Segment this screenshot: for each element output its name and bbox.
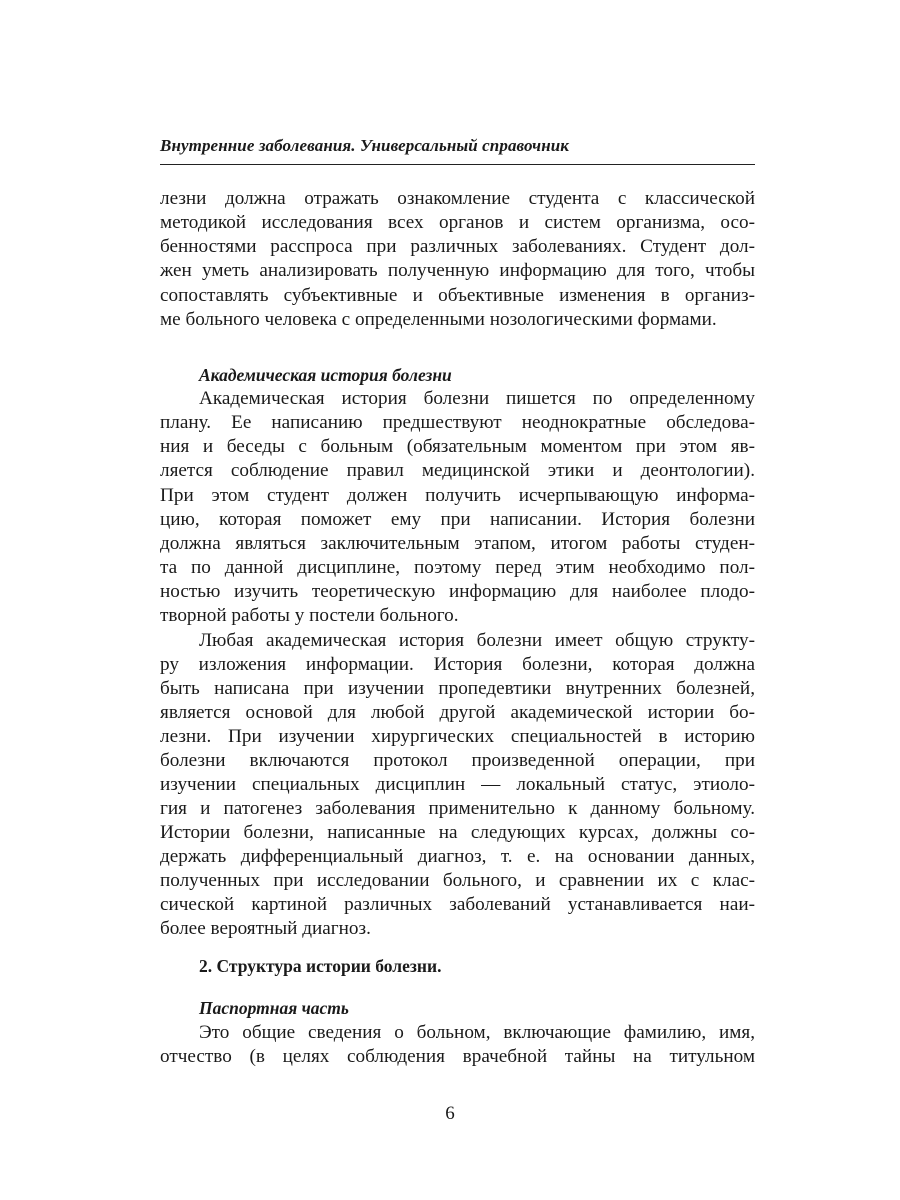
text-line: Академическая история болезни пишется по определенному: [199, 388, 755, 409]
text-line: более вероятный диагноз.: [160, 918, 371, 939]
text-line: творной работы у постели больного.: [160, 605, 459, 626]
text-line: является основой для любой другой академической истории бо-: [160, 702, 755, 723]
text-line: держать дифференциальный диагноз, т. е. на основании данных,: [160, 846, 755, 867]
text-line: плану. Ее написанию предшествуют неоднократные обследова-: [160, 412, 755, 433]
text-line: отчество (в целях соблюдения врачебной тайны на титульном: [160, 1046, 755, 1067]
text-line: ме больного человека с определенными нозологическими формами.: [160, 309, 717, 330]
text-line: сопоставлять субъективные и объективные изменения в организ-: [160, 285, 755, 306]
text-line: Истории болезни, написанные на следующих курсах, должны со-: [160, 822, 755, 843]
text-line: болезни включаются протокол произведенной операции, при: [160, 750, 755, 771]
header-divider: [160, 164, 755, 165]
page-number: 6: [445, 1103, 455, 1124]
text-line: ностью изучить теоретическую информацию для наиболее плодо-: [160, 581, 755, 602]
text-line: жен уметь анализировать полученную информацию для того, чтобы: [160, 260, 755, 281]
text-line: изучении специальных дисциплин — локальный статус, этиоло-: [160, 774, 755, 795]
text-line: цию, которая поможет ему при написании. История болезни: [160, 509, 755, 530]
text-line: гия и патогенез заболевания применительно к данному больному.: [160, 798, 755, 819]
text-line: должна являться заключительным этапом, итогом работы студен-: [160, 533, 755, 554]
text-line: та по данной дисциплине, поэтому перед этим необходимо пол-: [160, 557, 755, 578]
text-line: ния и беседы с больным (обязательным моментом при этом яв-: [160, 436, 755, 457]
text-line: ляется соблюдение правил медицинской этики и деонтологии).: [160, 460, 755, 481]
text-line: При этом студент должен получить исчерпывающую информа-: [160, 485, 755, 506]
section-2-heading: 2. Структура истории болезни.: [199, 956, 442, 976]
text-line: сической картиной различных заболеваний устанавливается наи-: [160, 894, 755, 915]
academic-history-heading: Академическая история болезни: [199, 365, 452, 385]
text-line: бенностями расспроса при различных заболеваниях. Студент дол-: [160, 236, 755, 257]
text-line: быть написана при изучении пропедевтики внутренних болезней,: [160, 678, 755, 699]
text-line: Любая академическая история болезни имеет общую структу-: [199, 630, 755, 651]
running-header-title: Внутренние заболевания. Универсальный справочник: [160, 136, 570, 155]
text-line: лезни должна отражать ознакомление студента с классической: [160, 188, 755, 209]
text-line: лезни. При изучении хирургических специальностей в историю: [160, 726, 755, 747]
text-line: ру изложения информации. История болезни, которая должна: [160, 654, 755, 675]
text-line: полученных при исследовании больного, и сравнении их с клас-: [160, 870, 755, 891]
passport-part-heading: Паспортная часть: [199, 998, 349, 1018]
text-line: Это общие сведения о больном, включающие фамилию, имя,: [199, 1022, 755, 1043]
text-line: методикой исследования всех органов и систем организма, осо-: [160, 212, 755, 233]
